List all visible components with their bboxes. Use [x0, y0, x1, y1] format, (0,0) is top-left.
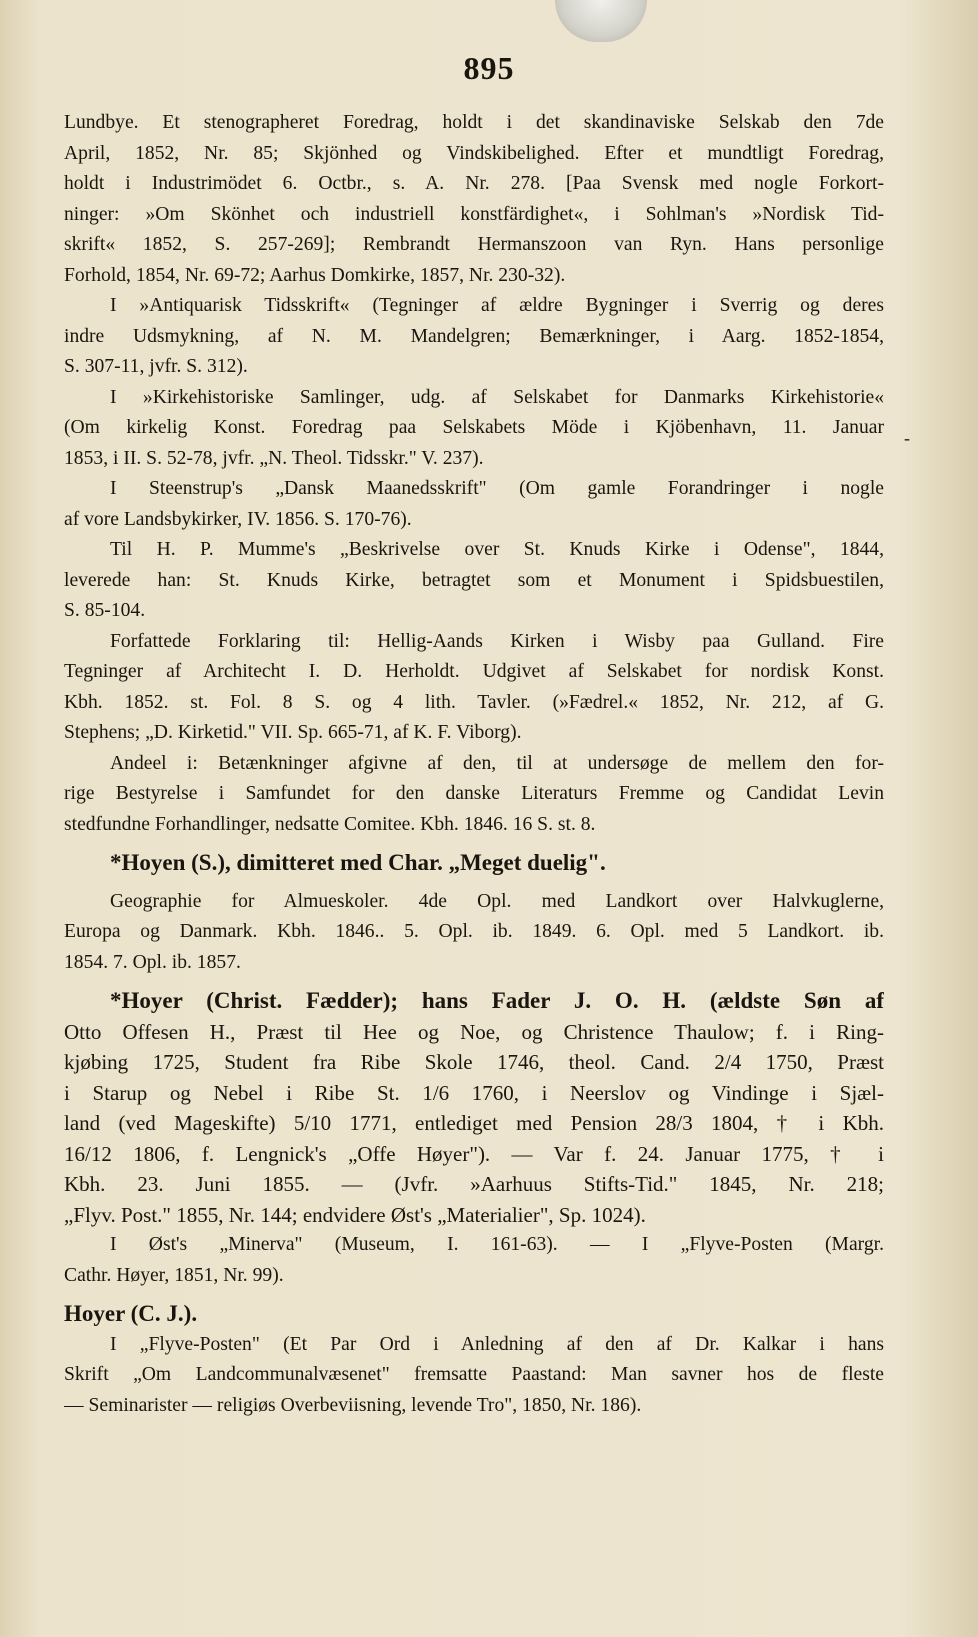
page-number: 895 [463, 50, 515, 86]
text-line: Tegninger af Architecht I. D. Herholdt. Udgivet af Selskabet for nordisk Konst. [64, 661, 884, 682]
text-line: Til H. P. Mumme's „Beskrivelse over St. Knuds Kirke i Odense", 1844, [110, 539, 884, 560]
text-line: — Seminarister — religiøs Overbeviisning, levende Tro", 1850, Nr. 186). [64, 1394, 642, 1416]
text-line: Kbh. 1852. st. Fol. 8 S. og 4 lith. Tavler. (»Fædrel.« 1852, Nr. 212, af G. [64, 691, 884, 713]
text-line: I Øst's „Minerva" (Museum, I. 161-63). — I „Flyve-Posten (Margr. [110, 1234, 884, 1255]
text-line: holdt i Industrimödet 6. Octbr., s. A. Nr. 278. [Paa Svensk med nogle Forkort- [64, 173, 884, 194]
text-line: leverede han: St. Knuds Kirke, betragtet som et Monument i Spidsbuestilen, [64, 569, 884, 591]
text-line: (Om kirkelig Konst. Foredrag paa Selskabets Möde i Kjöbenhavn, 11. Januar [64, 417, 884, 438]
text-line: „Flyv. Post." 1855, Nr. 144; endvidere Øst's „Materialier", Sp. 1024). [64, 1202, 646, 1227]
text-line: skrift« 1852, S. 257-269]; Rembrandt Hermanszoon van Ryn. Hans personlige [64, 234, 884, 255]
text-line: Europa og Danmark. Kbh. 1846.. 5. Opl. ib. 1849. 6. Opl. med 5 Landkort. ib. [64, 921, 884, 942]
entry-heading: *Hoyen (S.), dimitteret med Char. „Meget duelig". [110, 850, 606, 875]
text-line: Lundbye. Et stenographeret Foredrag, holdt i det skandinaviske Selskab den 7de [64, 112, 884, 133]
text-line: Cathr. Høyer, 1851, Nr. 99). [64, 1264, 284, 1286]
text-line: Andeel i: Betænkninger afgivne af den, til at undersøge de mellem den for- [110, 752, 884, 774]
text-line: Forfattede Forklaring til: Hellig-Aands Kirken i Wisby paa Gulland. Fire [110, 630, 884, 652]
text-line: i Starup og Nebel i Ribe St. 1/6 1760, i Neerslov og Vindinge i Sjæl- [64, 1080, 884, 1105]
text-line: Otto Offesen H., Præst til Hee og Noe, og Christence Thaulow; f. i Ring- [64, 1019, 884, 1044]
text-line: af vore Landsbykirker, IV. 1856. S. 170-76). [64, 508, 412, 530]
text-line: I Steenstrup's „Dansk Maanedsskrift" (Om gamle Forandringer i nogle [110, 478, 884, 499]
text-line: rige Bestyrelse i Samfundet for den danske Literaturs Fremme og Candidat Levin [64, 783, 884, 804]
text-line: land (ved Mageskifte) 5/10 1771, entlediget med Pension 28/3 1804, † i Kbh. [64, 1111, 884, 1135]
text-line: stedfundne Forhandlinger, nedsatte Comitee. Kbh. 1846. 16 S. st. 8. [64, 813, 596, 835]
text-line: indre Udsmykning, af N. M. Mandelgren; Bemærkninger, i Aarg. 1852-1854, [64, 325, 884, 347]
text-line: 1853, i II. S. 52-78, jvfr. „N. Theol. Tidsskr." V. 237). [64, 447, 484, 469]
text-line: I »Antiquarisk Tidsskrift« (Tegninger af ældre Bygninger i Sverrig og deres [110, 295, 884, 316]
text-line: I »Kirkehistoriske Samlinger, udg. af Selskabet for Danmarks Kirkehistorie« [110, 386, 884, 408]
text-line: I „Flyve-Posten" (Et Par Ord i Anledning af den af Dr. Kalkar i hans [110, 1333, 884, 1355]
text-line: ninger: »Om Skönhet och industriell konstfärdighet«, i Sohlman's »Nordisk Tid- [64, 203, 884, 225]
text-line: Stephens; „D. Kirketid." VII. Sp. 665-71, af K. F. Viborg). [64, 722, 522, 743]
text-line: Forhold, 1854, Nr. 69-72; Aarhus Domkirke, 1857, Nr. 230-32). [64, 264, 566, 286]
entry-heading: Hoyer (C. J.). [64, 1301, 198, 1326]
text-line: April, 1852, Nr. 85; Skjönhed og Vindskibelighed. Efter et mundtligt Foredrag, [64, 142, 884, 164]
margin-mark: - [904, 428, 910, 448]
text-line: S. 85-104. [64, 600, 146, 621]
text-line: Skrift „Om Landcommunalvæsenet" fremsatte Paastand: Man savner hos de fleste [64, 1364, 884, 1385]
text-line: 16/12 1806, f. Lengnick's „Offe Høyer"). — Var f. 24. Januar 1775, † i [64, 1141, 884, 1166]
text-line: Kbh. 23. Juni 1855. — (Jvfr. »Aarhuus Stifts-Tid." 1845, Nr. 218; [64, 1172, 884, 1196]
entry-heading: *Hoyer (Christ. Fædder); hans Fader J. O. H. (ældste Søn af [110, 988, 884, 1013]
page-tab-notch [555, 0, 647, 42]
text-line: kjøbing 1725, Student fra Ribe Skole 1746, theol. Cand. 2/4 1750, Præst [64, 1050, 884, 1074]
text-line: S. 307-11, jvfr. S. 312). [64, 356, 248, 377]
text-line: Geographie for Almueskoler. 4de Opl. med Landkort over Halvkuglerne, [110, 890, 884, 912]
text-line: 1854. 7. Opl. ib. 1857. [64, 951, 241, 973]
body-text [64, 108, 884, 1421]
